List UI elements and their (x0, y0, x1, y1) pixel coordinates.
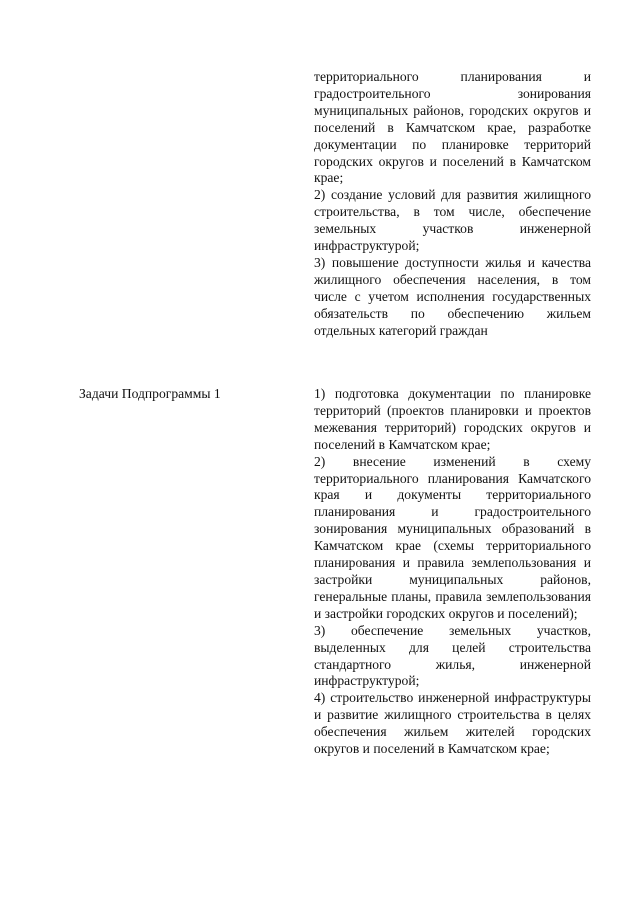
goal-paragraph-1-continuation: территориального планирования и градостроительного зонирования муниципальных районов, городских округов и поселений в Камчатском крае, разработке документации по планировке территорий городских округов и поселений в Камчатском крае; (314, 69, 591, 186)
task-paragraph-3: 3) обеспечение земельных участков, выделенных для целей строительства стандартного жилья, инженерной инфраструктурой; (314, 622, 591, 689)
tasks-content-cell (314, 386, 591, 758)
goal-paragraph-3: 3) повышение доступности жилья и качества жилищного обеспечения населения, в том числе с учетом исполнения государственных обязательств по обеспечению жильем отдельных категорий граждан (314, 254, 591, 338)
task-paragraph-4: 4) строительство инженерной инфраструктуры и развитие жилищного строительства в целях обеспечения жильем жителей городских округов и поселений в Камчатском крае; (314, 690, 591, 757)
goals-continuation-cell (314, 69, 591, 340)
task-paragraph-2: 2) внесение изменений в схему территориального планирования Камчатского края и документы территориального планирования и градостроительного зонирования муниципальных образований в Камчатском крае (схемы территориального планирования и правила землепользования и застройки муниципальных районов, генеральные планы, правила землепользования и застройки городских округов и поселений); (314, 453, 591, 621)
tasks-label: Задачи Подпрограммы 1 (79, 386, 221, 401)
goal-paragraph-2: 2) создание условий для развития жилищного строительства, в том числе, обеспечение земельных участков инженерной инфраструктурой; (314, 187, 591, 254)
tasks-label-cell (79, 386, 279, 403)
task-paragraph-1: 1) подготовка документации по планировке территорий (проектов планировки и проектов межевания территорий) городских округов и поселений в Камчатском крае; (314, 386, 591, 452)
